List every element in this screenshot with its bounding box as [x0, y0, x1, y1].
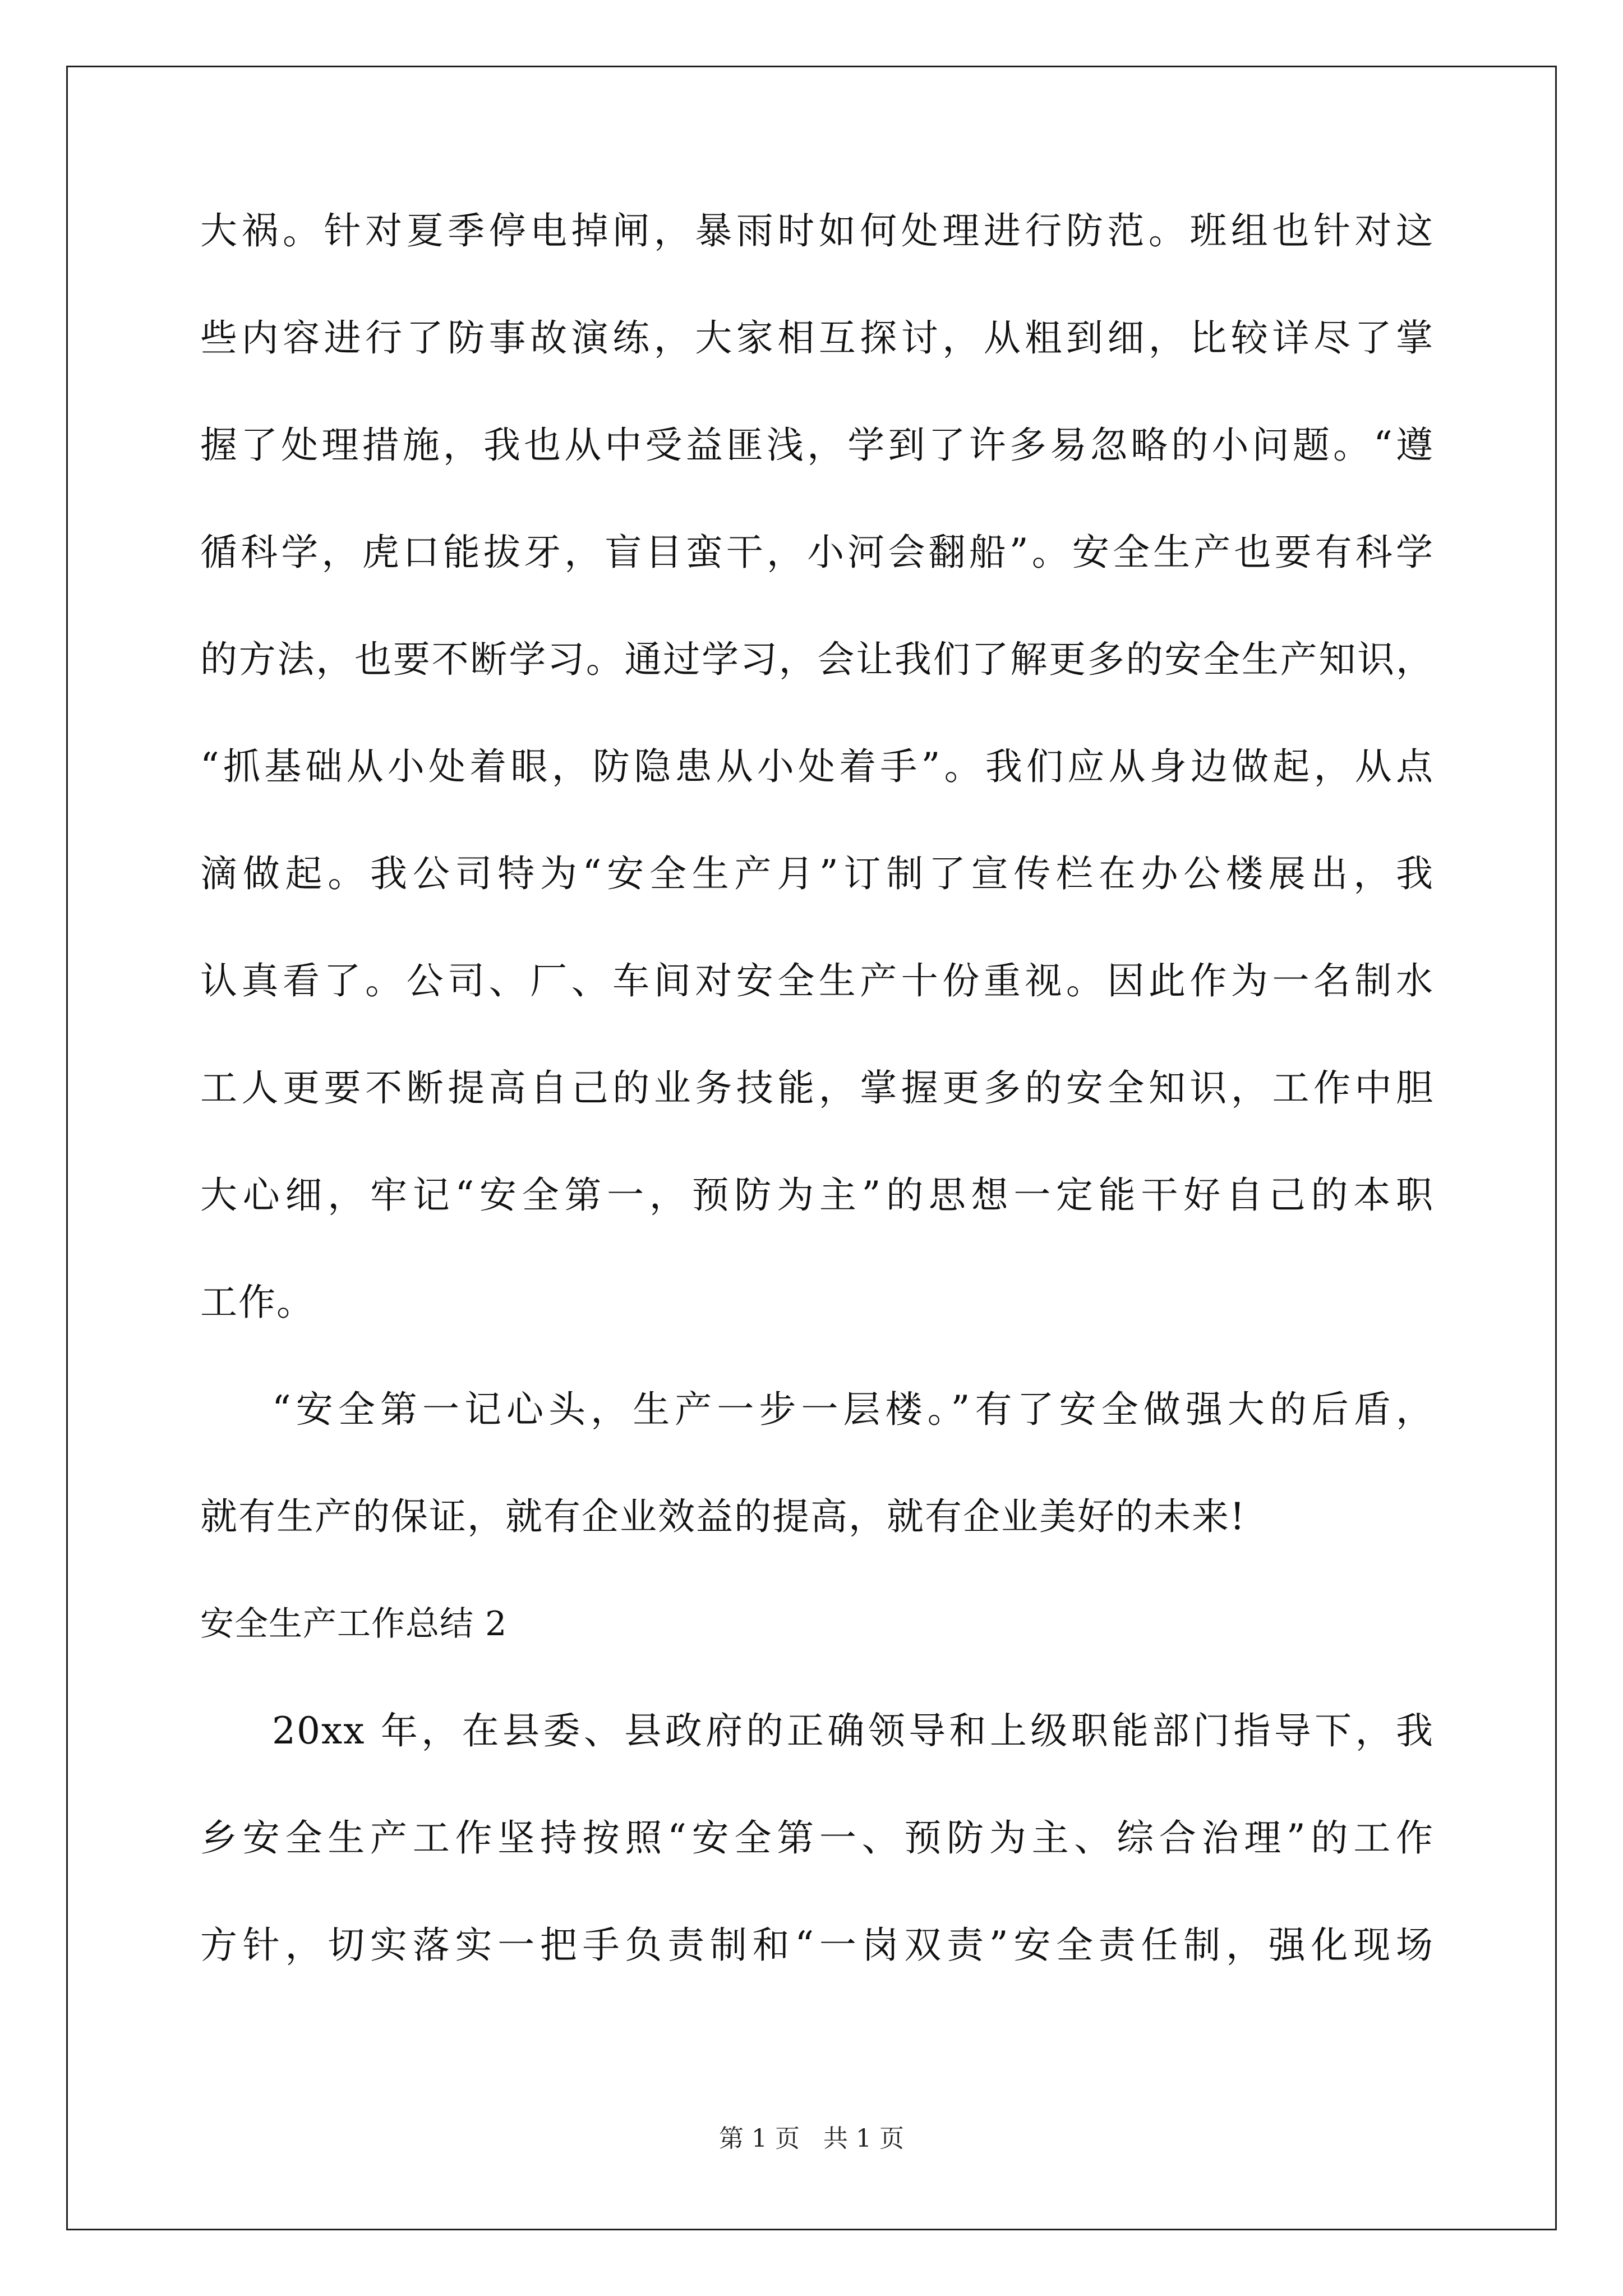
page-footer	[0, 2125, 1623, 2153]
text-line: 工人更要不断提高自己的业务技能，掌握更多的安全知识，工作中胆	[200, 1066, 1434, 1110]
text-line: 20xx 年，在县委、县政府的正确领导和上级职能部门指导下，我	[272, 1709, 1434, 1752]
text-line: “抓基础从小处着眼，防隐患从小处着手”。我们应从身边做起，从点	[200, 745, 1434, 788]
text-line: 大心细，牢记“安全第一，预防为主”的思想一定能干好自己的本职	[200, 1174, 1434, 1217]
text-line: 乡安全生产工作坚持按照“安全第一、预防为主、综合治理”的工作	[200, 1816, 1434, 1860]
text-line: 些内容进行了防事故演练，大家相互探讨，从粗到细，比较详尽了掌	[200, 316, 1434, 360]
page-number: 第 1 页	[719, 2124, 800, 2153]
text-line: 的方法，也要不断学习。通过学习，会让我们了解更多的安全生产知识，	[200, 638, 1434, 681]
text-line: 滴做起。我公司特为“安全生产月”订制了宣传栏在办公楼展出，我	[200, 852, 1434, 895]
text-line: 认真看了。公司、厂、车间对安全生产十份重视。因此作为一名制水	[200, 959, 1434, 1002]
document-body	[200, 209, 1434, 2030]
text-line: 就有生产的保证，就有企业效益的提高，就有企业美好的未来!	[200, 1495, 1246, 1538]
section-heading: 安全生产工作总结 2	[200, 1604, 508, 1644]
text-line: 循科学，虎口能拔牙，盲目蛮干，小河会翻船”。安全生产也要有科学	[200, 531, 1434, 574]
text-line: 方针，切实落实一把手负责制和“一岗双责”安全责任制，强化现场	[200, 1924, 1434, 1967]
text-line: 工作。	[200, 1281, 315, 1324]
text-line: 大祸。针对夏季停电掉闸，暴雨时如何处理进行防范。班组也针对这	[200, 209, 1434, 252]
page-total: 共 1 页	[823, 2124, 904, 2153]
text-line: 握了处理措施，我也从中受益匪浅，学到了许多易忽略的小问题。“遵	[200, 424, 1434, 467]
text-line: “安全第一记心头，生产一步一层楼。”有了安全做强大的后盾，	[272, 1388, 1434, 1431]
